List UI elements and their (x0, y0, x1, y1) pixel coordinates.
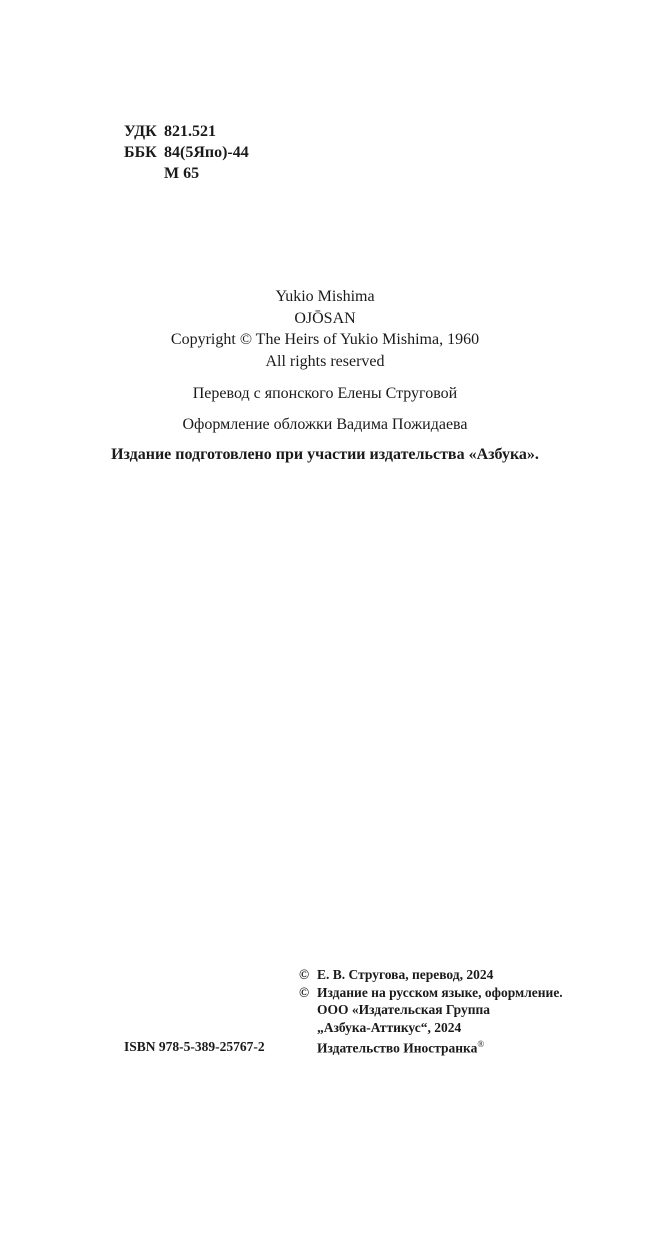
copyright-line (299, 1019, 563, 1037)
copyright-symbol (299, 1001, 317, 1019)
edition-note: Издание подготовлено при участии издательства «Азбука». (111, 446, 539, 463)
udk-key: УДК (124, 123, 157, 140)
copyright-text: ООО «Издательская Группа (317, 1002, 490, 1017)
copyright-text: Е. В. Стругова, перевод, 2024 (317, 967, 494, 982)
copyright-list (299, 966, 563, 1057)
copyright-text: Издательство Иностранка (317, 1040, 478, 1056)
spacer (0, 372, 650, 383)
original-copyright: Copyright © The Heirs of Yukio Mishima, 1960 (170, 331, 480, 348)
original-author: Yukio Mishima (275, 288, 375, 305)
original-title: OJŌSAN (294, 309, 356, 327)
spacer (0, 405, 650, 414)
copyright-text: Издание на русском языке, оформление. (317, 984, 563, 1000)
publisher-name (317, 1036, 484, 1057)
udk-value: 821.521 (164, 123, 216, 140)
copyright-text: „Азбука-Аттикус“, 2024 (317, 1019, 462, 1035)
copyright-line (299, 1001, 563, 1019)
copyright-line (299, 984, 563, 1002)
copyright-symbol: © (299, 984, 310, 1000)
isbn: ISBN 978-5-389-25767-2 (124, 1039, 265, 1054)
spacer (0, 435, 650, 444)
author-mark-key (124, 163, 164, 184)
author-mark-value: М 65 (164, 165, 200, 182)
udk-row (124, 121, 249, 142)
bbk-row (124, 142, 249, 163)
registered-mark: ® (477, 1039, 485, 1049)
cover-credit: Оформление обложки Вадима Пожидаева (182, 415, 468, 433)
copyright-symbol: © (299, 967, 310, 982)
copyright-symbol (299, 1036, 317, 1057)
translation-credit: Перевод с японского Елены Струговой (192, 385, 458, 402)
author-mark-row (124, 163, 249, 184)
bbk-key: ББК (124, 144, 157, 161)
copyright-line (299, 1036, 563, 1057)
copyright-symbol (299, 1019, 317, 1037)
classification-block (124, 121, 249, 184)
credits-block (0, 286, 650, 466)
bbk-value: 84(5Япо)-44 (164, 144, 249, 161)
rights-reserved: All rights reserved (265, 352, 385, 370)
copyright-line (299, 966, 563, 984)
